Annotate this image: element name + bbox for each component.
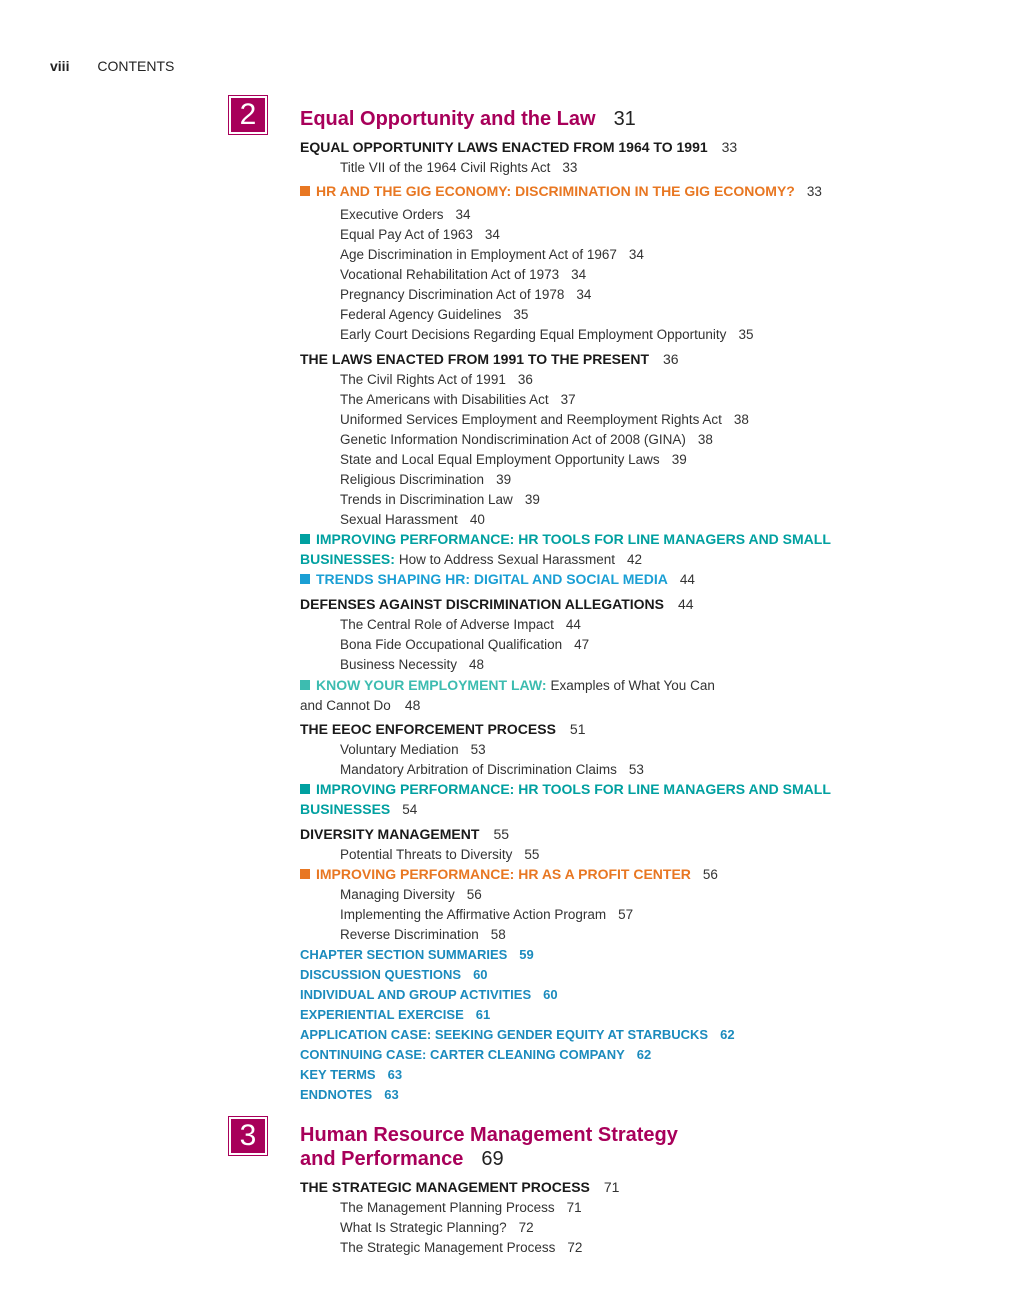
page-number: 57 — [618, 907, 634, 922]
toc-subsection[interactable] — [340, 159, 577, 177]
toc-subsection[interactable] — [340, 431, 713, 449]
chapter-title[interactable] — [300, 1123, 678, 1171]
chapter-title-line2: and Performance — [300, 1148, 464, 1170]
square-bullet-icon — [300, 534, 310, 544]
entry-text: and Cannot Do — [300, 698, 391, 713]
page-number: 34 — [576, 287, 592, 302]
square-bullet-icon — [300, 680, 310, 690]
page-number: viii — [50, 58, 70, 74]
toc-subsection[interactable] — [340, 451, 687, 469]
page-number: 47 — [574, 637, 590, 652]
page-number: 54 — [402, 802, 418, 817]
entry-text: BUSINESSES: — [300, 551, 395, 567]
page-number: 36 — [663, 351, 679, 367]
entry-text: Potential Threats to Diversity — [340, 847, 513, 862]
page-number: 62 — [720, 1027, 735, 1042]
toc-subsection[interactable] — [340, 286, 591, 304]
toc-subsection[interactable] — [340, 656, 484, 674]
page-number: 35 — [738, 327, 754, 342]
toc-subsection[interactable] — [340, 326, 753, 344]
entry-text: The Central Role of Adverse Impact — [340, 617, 554, 632]
entry-text: THE STRATEGIC MANAGEMENT PROCESS — [300, 1179, 590, 1195]
entry-text: ENDNOTES — [300, 1087, 373, 1102]
chapter-title[interactable] — [300, 107, 636, 131]
page-number: 72 — [567, 1240, 583, 1255]
entry-text: DIVERSITY MANAGEMENT — [300, 826, 480, 842]
page-number: 58 — [490, 927, 506, 942]
toc-feature-box[interactable] — [300, 865, 718, 884]
header-label: CONTENTS — [97, 58, 175, 74]
page-number: 62 — [636, 1047, 652, 1062]
toc-feature-box[interactable] — [300, 676, 715, 695]
chapter-number-box — [228, 1116, 268, 1156]
toc-subsection[interactable] — [340, 741, 486, 759]
page-number: 63 — [384, 1087, 399, 1102]
toc-feature-box[interactable] — [300, 800, 417, 819]
toc-subsection[interactable] — [340, 511, 485, 529]
toc-feature-box[interactable] — [300, 530, 831, 548]
chapter-title-text: Equal Opportunity and the Law — [300, 108, 596, 130]
page-number: 56 — [702, 867, 718, 882]
entry-text: Pregnancy Discrimination Act of 1978 — [340, 287, 565, 302]
toc-subsection[interactable] — [340, 411, 749, 429]
page-number: 51 — [569, 721, 586, 737]
page-number: 44 — [679, 572, 695, 587]
toc-section-heading[interactable] — [300, 1178, 619, 1196]
page-number: 72 — [518, 1220, 534, 1235]
toc-section-heading[interactable] — [300, 825, 509, 843]
entry-text: Equal Pay Act of 1963 — [340, 227, 473, 242]
entry-text: Religious Discrimination — [340, 472, 485, 487]
chapter-title-line1: Human Resource Management Strategy — [300, 1124, 678, 1146]
toc-end-of-chapter-item[interactable] — [300, 986, 558, 1004]
entry-text: Sexual Harassment — [340, 512, 458, 527]
page-number: 34 — [455, 207, 471, 222]
toc-subsection[interactable] — [340, 391, 576, 409]
toc-subsection[interactable] — [340, 636, 589, 654]
toc-subsection[interactable] — [340, 886, 482, 904]
entry-text: DISCUSSION QUESTIONS — [300, 967, 462, 982]
page-number: 55 — [493, 826, 510, 842]
toc-subsection[interactable] — [340, 616, 581, 634]
toc-end-of-chapter-item[interactable] — [300, 1066, 402, 1084]
toc-subsection[interactable] — [340, 906, 633, 924]
chapter-number-box — [228, 95, 268, 135]
page-number: 44 — [678, 596, 694, 612]
entry-text: IMPROVING PERFORMANCE: HR AS A PROFIT CENTER — [316, 866, 691, 882]
page-number: 48 — [404, 697, 421, 713]
entry-text: Title VII of the 1964 Civil Rights Act — [340, 160, 551, 175]
page-number: 33 — [562, 160, 578, 175]
page-number: 59 — [519, 947, 534, 962]
page-number: 55 — [524, 847, 540, 862]
entry-text: Business Necessity — [340, 657, 458, 672]
toc-feature-box[interactable] — [300, 550, 642, 569]
entry-text: Federal Agency Guidelines — [340, 307, 502, 322]
entry-text: DEFENSES AGAINST DISCRIMINATION ALLEGATIONS — [300, 596, 665, 612]
entry-text: What Is Strategic Planning? — [340, 1220, 507, 1235]
entry-text: INDIVIDUAL AND GROUP ACTIVITIES — [300, 987, 532, 1002]
toc-section-heading[interactable] — [300, 138, 737, 156]
page-number: 71 — [566, 1200, 582, 1215]
toc-subsection[interactable] — [340, 1219, 534, 1237]
toc-subsection[interactable] — [340, 1199, 582, 1217]
entry-text: THE EEOC ENFORCEMENT PROCESS — [300, 721, 556, 737]
toc-end-of-chapter-item[interactable] — [300, 966, 488, 984]
toc-subsection[interactable] — [340, 761, 644, 779]
entry-text: State and Local Equal Employment Opportunity Laws — [340, 452, 660, 467]
entry-text: EQUAL OPPORTUNITY LAWS ENACTED FROM 1964 TO 1991 — [300, 139, 708, 155]
page-number: 42 — [627, 552, 643, 567]
toc-subsection[interactable] — [340, 206, 471, 224]
entry-text: The Strategic Management Process — [340, 1240, 556, 1255]
page-number: 39 — [524, 492, 540, 507]
toc-subsection[interactable] — [340, 471, 511, 489]
toc-end-of-chapter-item[interactable] — [300, 946, 534, 964]
page-number: 37 — [560, 392, 576, 407]
entry-text: HR AND THE GIG ECONOMY: DISCRIMINATION IN THE GIG ECONOMY? — [316, 183, 795, 199]
entry-text: Vocational Rehabilitation Act of 1973 — [340, 267, 560, 282]
entry-text: The Civil Rights Act of 1991 — [340, 372, 506, 387]
entry-text: Genetic Information Nondiscrimination Act of 2008 (GINA) — [340, 432, 686, 447]
entry-text: Implementing the Affirmative Action Program — [340, 907, 607, 922]
page-number: 33 — [721, 139, 738, 155]
entry-text: Uniformed Services Employment and Reemployment Rights Act — [340, 412, 722, 427]
toc-subsection[interactable] — [340, 491, 540, 509]
chapter-page: 31 — [613, 108, 636, 130]
entry-text: KNOW YOUR EMPLOYMENT LAW: — [316, 677, 547, 693]
entry-text: Voluntary Mediation — [340, 742, 459, 757]
toc-subsection[interactable] — [340, 926, 506, 944]
entry-plain-text: How to Address Sexual Harassment — [398, 552, 616, 567]
entry-text: CONTINUING CASE: CARTER CLEANING COMPANY — [300, 1047, 625, 1062]
entry-text: Reverse Discrimination — [340, 927, 479, 942]
entry-text: Early Court Decisions Regarding Equal Employment Opportunity — [340, 327, 727, 342]
page-number: 56 — [466, 887, 482, 902]
toc-feature-box[interactable] — [300, 780, 831, 798]
entry-text: BUSINESSES — [300, 801, 391, 817]
page-number: 39 — [496, 472, 512, 487]
entry-text: THE LAWS ENACTED FROM 1991 TO THE PRESENT — [300, 351, 650, 367]
toc-feature-box[interactable] — [300, 570, 695, 589]
entry-text: Mandatory Arbitration of Discrimination Claims — [340, 762, 617, 777]
toc-end-of-chapter-item[interactable] — [300, 1026, 735, 1044]
page-number: 60 — [543, 987, 558, 1002]
toc-section-heading[interactable] — [300, 350, 679, 368]
toc-subsection[interactable] — [340, 266, 586, 284]
page-number: 34 — [571, 267, 587, 282]
toc-end-of-chapter-item[interactable] — [300, 1046, 651, 1064]
page-number: 39 — [671, 452, 687, 467]
square-bullet-icon — [300, 186, 310, 196]
entry-text: Age Discrimination in Employment Act of 1967 — [340, 247, 617, 262]
page-number: 35 — [513, 307, 529, 322]
toc-feature-box[interactable] — [300, 696, 420, 715]
page-number: 53 — [628, 762, 644, 777]
toc-subsection[interactable] — [340, 371, 533, 389]
square-bullet-icon — [300, 784, 310, 794]
entry-text: IMPROVING PERFORMANCE: HR TOOLS FOR LINE MANAGERS AND SMALL — [316, 531, 831, 547]
toc-subsection[interactable] — [340, 1239, 582, 1257]
page-number: 71 — [603, 1179, 620, 1195]
page-number: 60 — [473, 967, 488, 982]
square-bullet-icon — [300, 574, 310, 584]
entry-text: TRENDS SHAPING HR: DIGITAL AND SOCIAL MEDIA — [316, 571, 668, 587]
entry-text: CHAPTER SECTION SUMMARIES — [300, 947, 508, 962]
toc-subsection[interactable] — [340, 846, 539, 864]
entry-text: Managing Diversity — [340, 887, 455, 902]
toc-subsection[interactable] — [340, 306, 528, 324]
square-bullet-icon — [300, 869, 310, 879]
toc-section-heading[interactable] — [300, 595, 694, 613]
entry-plain-text: Examples of What You Can — [550, 678, 715, 693]
page-number: 34 — [628, 247, 644, 262]
page-number: 44 — [565, 617, 581, 632]
page-number: 38 — [697, 432, 713, 447]
page-number: 48 — [469, 657, 485, 672]
toc-section-heading[interactable] — [300, 720, 586, 738]
entry-text: KEY TERMS — [300, 1067, 376, 1082]
entry-text: The Management Planning Process — [340, 1200, 555, 1215]
chapter-page: 69 — [481, 1148, 504, 1170]
page-number: 63 — [387, 1067, 403, 1082]
toc-end-of-chapter-item[interactable] — [300, 1006, 490, 1024]
toc-subsection[interactable] — [340, 246, 644, 264]
chapter-number: 3 — [231, 1119, 265, 1153]
page-number: 38 — [733, 412, 749, 427]
toc-subsection[interactable] — [340, 226, 500, 244]
entry-text: EXPERIENTIAL EXERCISE — [300, 1007, 464, 1022]
page-number: 36 — [517, 372, 533, 387]
entry-text: The Americans with Disabilities Act — [340, 392, 549, 407]
toc-feature-box[interactable] — [300, 182, 822, 201]
entry-text: IMPROVING PERFORMANCE: HR TOOLS FOR LINE MANAGERS AND SMALL — [316, 781, 831, 797]
entry-text: APPLICATION CASE: SEEKING GENDER EQUITY AT STARBUCKS — [300, 1027, 709, 1042]
page-number: 53 — [470, 742, 486, 757]
running-header — [50, 58, 174, 74]
entry-text: Trends in Discrimination Law — [340, 492, 513, 507]
toc-end-of-chapter-item[interactable] — [300, 1086, 399, 1104]
chapter-number: 2 — [231, 98, 265, 132]
page-number: 40 — [469, 512, 485, 527]
page-number: 33 — [806, 184, 822, 199]
entry-text: Bona Fide Occupational Qualification — [340, 637, 563, 652]
page-number: 34 — [484, 227, 500, 242]
entry-text: Executive Orders — [340, 207, 444, 222]
page-number: 61 — [475, 1007, 491, 1022]
